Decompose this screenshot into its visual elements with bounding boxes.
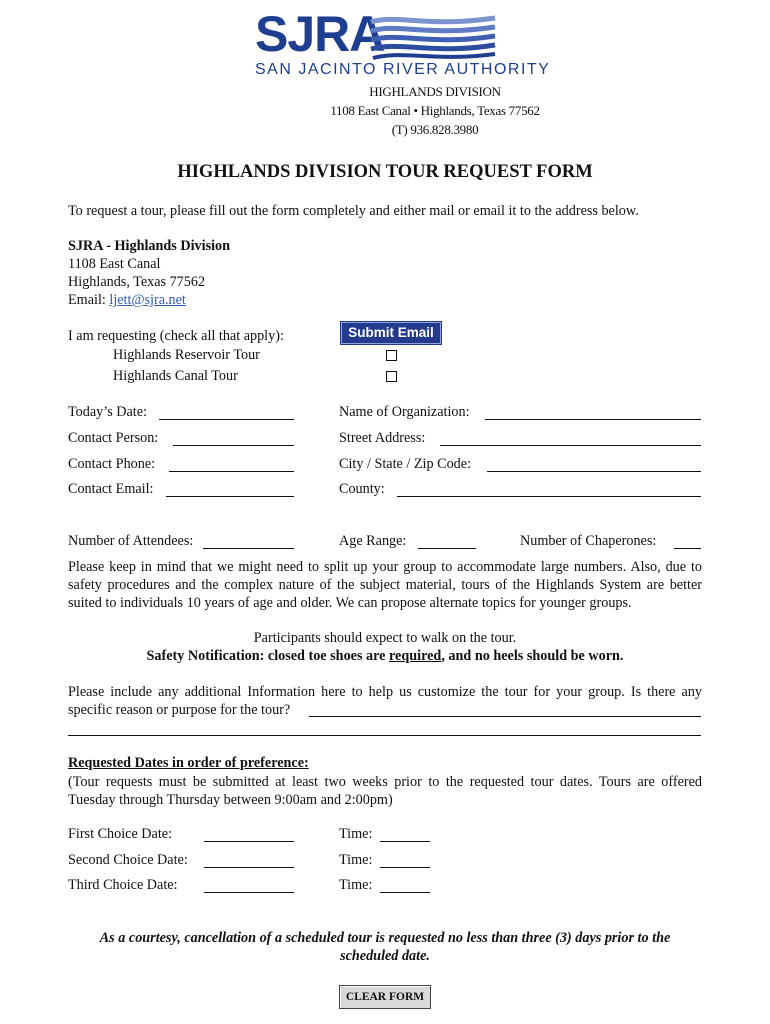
second-choice-label: Second Choice Date: [68,852,188,868]
clear-form-button[interactable]: CLEAR FORM [339,985,431,1009]
mailing-street: 1108 East Canal [68,256,161,272]
safety-prefix: Safety Notification: closed toe shoes are [146,648,390,664]
division-address: 1108 East Canal • Highlands, Texas 77562 [330,103,540,118]
submit-email-button[interactable]: Submit Email [341,322,441,344]
mailing-city: Highlands, Texas 77562 [68,274,206,290]
logo-wordmark: SJRA [255,6,385,62]
county-label: County: [339,481,385,497]
contact-person-field[interactable] [173,445,294,446]
county-field[interactable] [397,496,701,497]
org-name: SAN JACINTO RIVER AUTHORITY [255,61,551,78]
dates-heading: Requested Dates in order of preference: [68,755,309,771]
first-choice-time-label: Time: [339,826,373,842]
option-canal-label: Highlands Canal Tour [113,368,238,384]
todays-date-label: Today’s Date: [68,404,147,420]
org-name-label: Name of Organization: [339,404,470,420]
attendees-label: Number of Attendees: [68,533,194,549]
third-choice-date-field[interactable] [204,892,294,893]
safety-suffix: , and no heels should be worn. [441,648,624,664]
first-choice-time-field[interactable] [380,841,430,842]
todays-date-field[interactable] [159,419,294,420]
street-address-label: Street Address: [339,430,426,446]
third-choice-label: Third Choice Date: [68,877,178,893]
safety-notification [0,648,770,665]
reservoir-tour-checkbox[interactable] [386,350,397,361]
second-choice-date-field[interactable] [204,867,294,868]
dates-note: (Tour requests must be submitted at least two weeks prior to the requested tour dates. Tours are offered Tuesday through Thursday between 9:00am and 2:00pm) [68,774,702,808]
first-choice-date-field[interactable] [204,841,294,842]
safety-required: required [389,648,442,664]
courtesy-note: As a courtesy, cancellation of a scheduled tour is requested no less than three (3) days prior to the scheduled date. [99,930,671,964]
sjra-logo [255,6,551,80]
split-note: Please keep in mind that we might need to split up your group to accommodate large numbers. Also, due to safety procedures and the complex nature of the subject material, tours of the Highlands System are better suited to individuals 10 years of age and older. We can propose alternate topics for younger groups. [68,559,702,611]
additional-info: Please include any additional Information here to help us customize the tour for your group. Is there any specific reason or purpose for the tour? [68,684,702,718]
attendees-field[interactable] [203,548,294,549]
additional-info-field-2[interactable] [68,735,701,736]
email-label: Email: [68,292,110,308]
second-choice-time-field[interactable] [380,867,430,868]
chaperones-label: Number of Chaperones: [520,533,657,549]
city-state-zip-field[interactable] [487,471,701,472]
second-choice-time-label: Time: [339,852,373,868]
age-range-field[interactable] [418,548,476,549]
contact-email-label: Contact Email: [68,481,154,497]
age-range-label: Age Range: [339,533,407,549]
additional-info-field-1[interactable] [309,716,701,717]
contact-email-field[interactable] [166,496,294,497]
contact-person-label: Contact Person: [68,430,159,446]
division-phone: (T) 936.828.3980 [391,122,479,137]
walk-note: Participants should expect to walk on the tour. [253,630,517,646]
contact-phone-field[interactable] [169,471,294,472]
org-name-field[interactable] [485,419,701,420]
city-state-zip-label: City / State / Zip Code: [339,456,472,472]
contact-phone-label: Contact Phone: [68,456,156,472]
requesting-label: I am requesting (check all that apply): [68,328,284,344]
intro-text: To request a tour, please fill out the form completely and either mail or email it to the address below. [68,203,639,219]
third-choice-time-field[interactable] [380,892,430,893]
third-choice-time-label: Time: [339,877,373,893]
mailing-name: SJRA - Highlands Division [68,238,231,254]
mailing-email-row [68,292,186,309]
street-address-field[interactable] [440,445,701,446]
option-reservoir-label: Highlands Reservoir Tour [113,347,260,363]
email-link[interactable]: ljett@sjra.net [109,292,186,308]
chaperones-field[interactable] [674,548,701,549]
wave-icon [367,14,499,62]
page-title: HIGHLANDS DIVISION TOUR REQUEST FORM [177,162,593,182]
canal-tour-checkbox[interactable] [386,371,397,382]
division-name: HIGHLANDS DIVISION [369,84,501,99]
first-choice-label: First Choice Date: [68,826,173,842]
